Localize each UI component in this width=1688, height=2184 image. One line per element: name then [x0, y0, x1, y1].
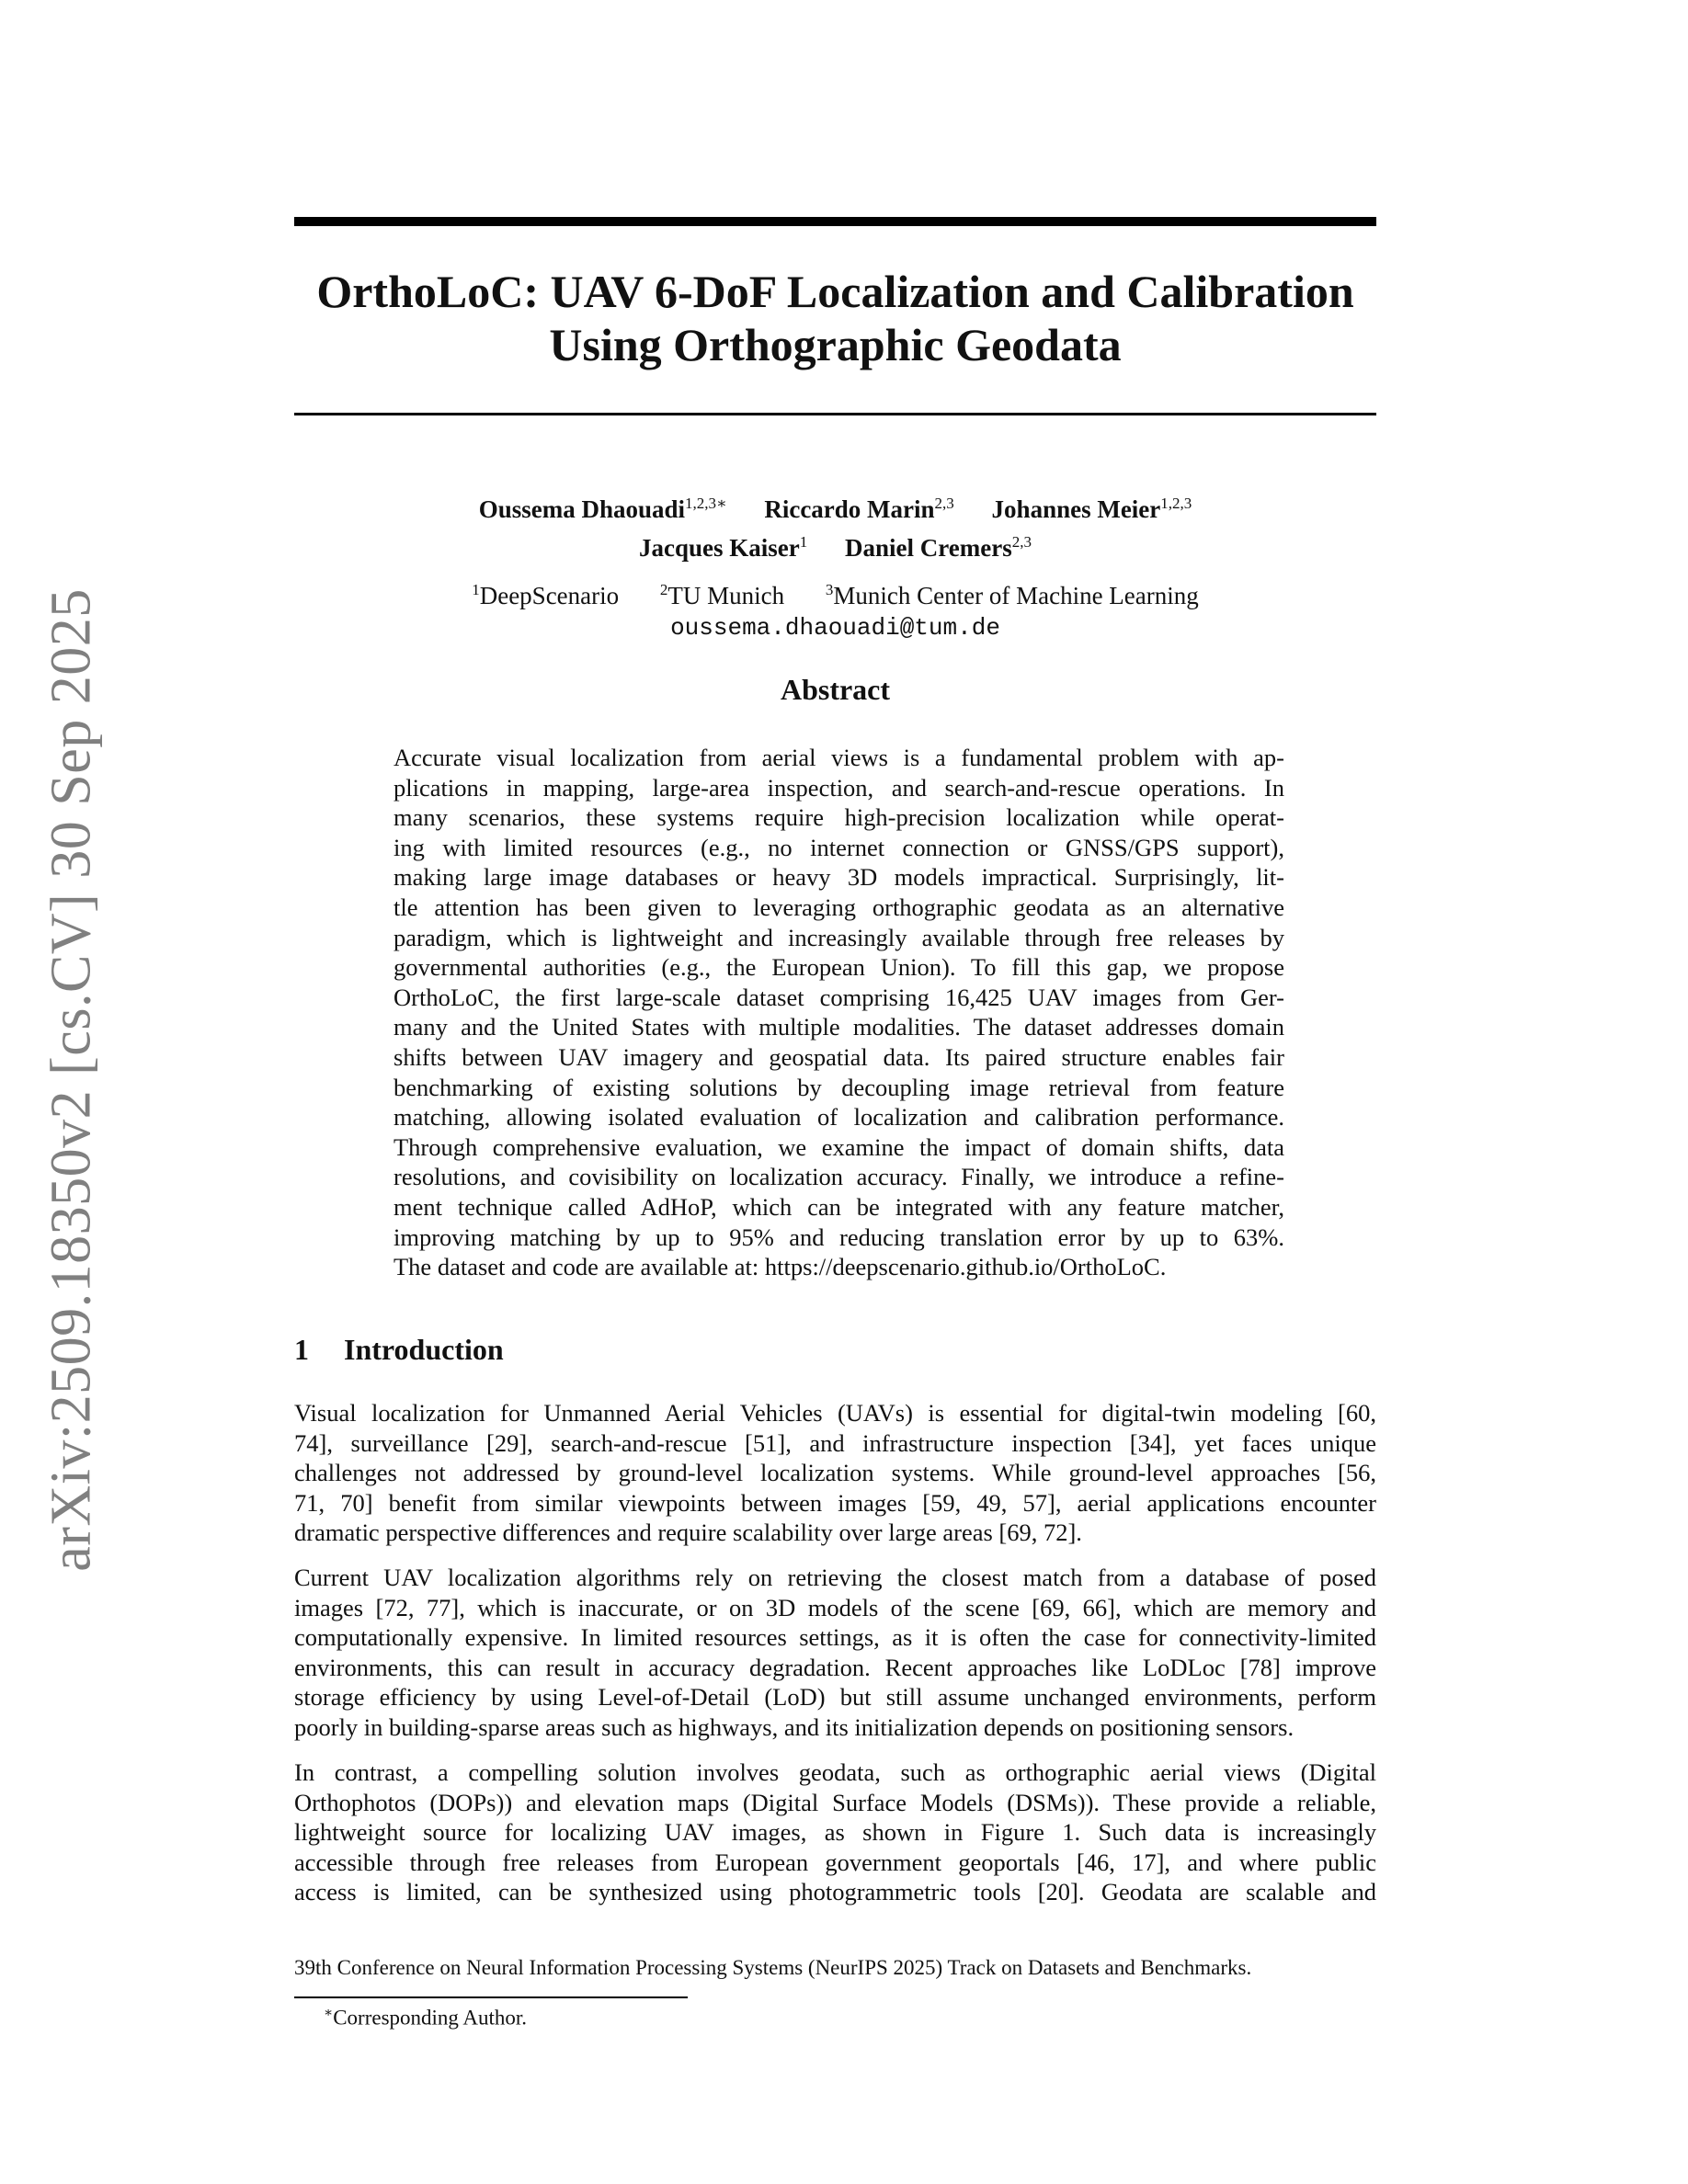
intro-paragraph	[294, 1757, 1376, 1907]
affiliations	[294, 574, 1376, 644]
text-line: improving matching by up to 95% and reducing translation error by up to 63%.	[393, 1223, 1284, 1251]
text-line: OrthoLoC, the first large-scale dataset comprising 16,425 UAV images from Ger-	[393, 983, 1284, 1011]
text-line: Through comprehensive evaluation, we examine the impact of domain shifts, data	[393, 1132, 1284, 1161]
title-bottom-rule	[294, 413, 1376, 415]
contact-email: oussema.dhaouadi@tum.de	[670, 614, 1000, 642]
author: Daniel Cremers$^{2,3}$	[845, 533, 1032, 562]
author: Oussema Dhaouadi$^{1,2,3∗}$	[478, 495, 727, 523]
intro-paragraph	[294, 1563, 1376, 1743]
footnote-rule	[294, 1996, 688, 1998]
text-line: ment technique called AdHoP, which can be integrated with any feature matcher,	[393, 1192, 1284, 1221]
text-line: making large image databases or heavy 3D models impractical. Surprisingly, lit-	[393, 863, 1284, 892]
text-line: resolutions, and covisibility on localization accuracy. Finally, we introduce a refine-	[393, 1163, 1284, 1191]
text-line: challenges not addressed by ground-level localization systems. While ground-level approaches [56,	[294, 1459, 1376, 1487]
title-line-2: Using Orthographic Geodata	[549, 319, 1122, 370]
text-line: lightweight source for localizing UAV images, as shown in Figure 1. Such data is increasingly	[294, 1818, 1376, 1847]
text-line: environments, this can result in accuracy degradation. Recent approaches like LoDLoc [78] improve	[294, 1653, 1376, 1681]
author: Jacques Kaiser$^1$	[639, 533, 808, 562]
text-line: many and the United States with multiple modalities. The dataset addresses domain	[393, 1013, 1284, 1041]
affiliation: $^3$Munich Center of Machine Learning	[825, 581, 1199, 609]
text-line: paradigm, which is lightweight and increasingly available through free releases by	[393, 923, 1284, 951]
text-line: Current UAV localization algorithms rely on retrieving the closest match from a database of posed	[294, 1564, 1376, 1591]
text-line: tle attention has been given to leveraging orthographic geodata as an alternative	[393, 893, 1284, 921]
author: Riccardo Marin$^{2,3}$	[764, 495, 954, 523]
text-line: Accurate visual localization from aerial views is a fundamental problem with ap-	[393, 744, 1284, 771]
intro-paragraph	[294, 1398, 1376, 1548]
paper-title	[294, 265, 1376, 371]
text-line: ing with limited resources (e.g., no internet connection or GNSS/GPS support),	[393, 833, 1284, 861]
text-line: images [72, 77], which is inaccurate, or on 3D models of the scene [69, 66], which are memory and	[294, 1593, 1376, 1621]
text-line: poorly in building-sparse areas such as highways, and its initialization depends on positioning sensors.	[294, 1712, 1295, 1741]
section-heading-introduction: 1 Introduction	[294, 1333, 504, 1366]
affiliation: $^2$TU Munich	[659, 581, 785, 609]
top-rule	[294, 217, 1376, 226]
arxiv-identifier: arXiv:2509.18350v2 [cs.CV] 30 Sep 2025	[40, 588, 103, 1572]
text-line: computationally expensive. In limited resources settings, as it is often the case for connectivity-limited	[294, 1623, 1376, 1652]
abstract-body	[393, 743, 1284, 1282]
text-line: dramatic perspective differences and require scalability over large areas [69, 72].	[294, 1519, 1082, 1547]
text-line: shifts between UAV imagery and geospatial data. Its paired structure enables fair	[393, 1042, 1284, 1071]
text-line: governmental authorities (e.g., the European Union). To fill this gap, we propose	[393, 953, 1284, 982]
text-line: 71, 70] benefit from similar viewpoints between images [59, 49, 57], aerial applications encounter	[294, 1488, 1376, 1517]
text-line: accessible through free releases from European government geoportals [46, 17], and where public	[294, 1848, 1376, 1876]
text-line: matching, allowing isolated evaluation of localization and calibration performance.	[393, 1103, 1284, 1132]
text-line: Visual localization for Unmanned Aerial Vehicles (UAVs) is essential for digital-twin modeling [60,	[294, 1399, 1376, 1427]
author: Johannes Meier$^{1,2,3}$	[991, 495, 1192, 523]
footnote: ∗Corresponding Author.	[324, 2006, 528, 2030]
conference-note: 39th Conference on Neural Information Processing Systems (NeurIPS 2025) Track on Datasets and Benchmarks.	[294, 1956, 1252, 1979]
text-line: access is limited, can be synthesized using photogrammetric tools [20]. Geodata are scalable and	[294, 1878, 1376, 1906]
text-line: storage efficiency by using Level-of-Detail (LoD) but still assume unchanged environments, perform	[294, 1683, 1376, 1712]
text-line: Orthophotos (DOPs)) and elevation maps (Digital Surface Models (DSMs)). These provide a reliable,	[294, 1788, 1376, 1816]
author-list	[294, 487, 1376, 564]
text-line: plications in mapping, large-area inspection, and search-and-rescue operations. In	[393, 773, 1284, 802]
affiliation: $^1$DeepScenario	[472, 581, 620, 609]
text-line: In contrast, a compelling solution involves geodata, such as orthographic aerial views (Digital	[294, 1758, 1376, 1786]
abstract-heading: Abstract	[780, 673, 891, 706]
text-line: 74], surveillance [29], search-and-rescue [51], and infrastructure inspection [34], yet faces unique	[294, 1428, 1376, 1457]
title-line-1: OrthoLoC: UAV 6-DoF Localization and Calibration	[316, 266, 1354, 317]
text-line: many scenarios, these systems require high-precision localization while operat-	[393, 803, 1284, 832]
text-line: benchmarking of existing solutions by decoupling image retrieval from feature	[393, 1073, 1284, 1101]
text-line: The dataset and code are available at: https://deepscenario.github.io/OrthoLoC.	[393, 1253, 1167, 1281]
